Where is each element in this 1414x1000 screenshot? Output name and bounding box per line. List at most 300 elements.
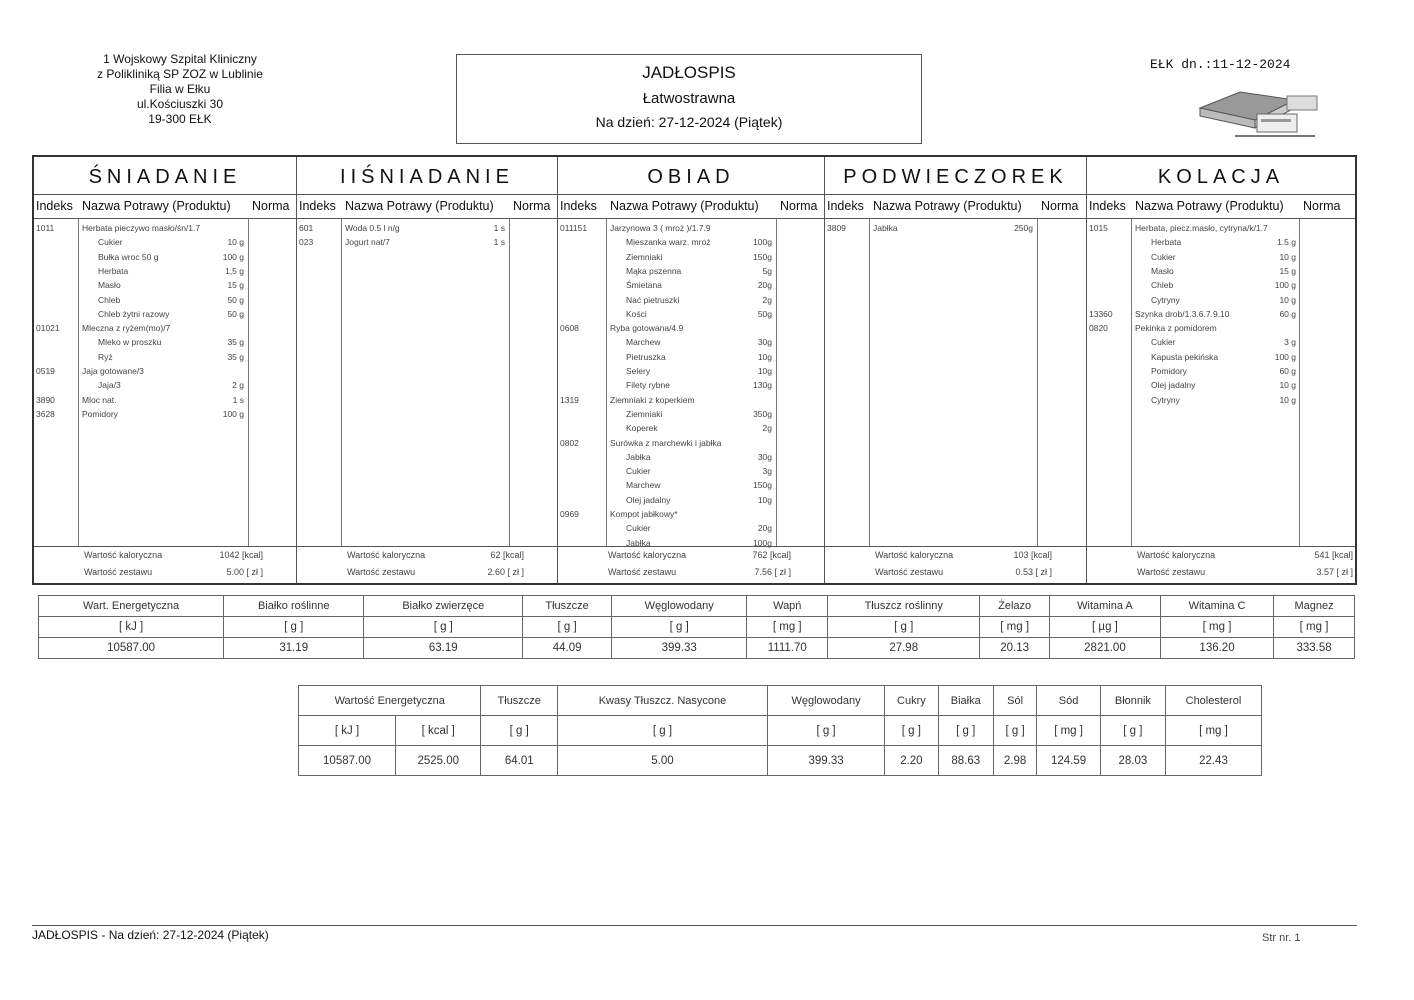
menu-item-row — [558, 223, 824, 237]
nutrient-value: 44.09 — [523, 638, 612, 659]
nutrient-value: 63.19 — [364, 638, 523, 659]
item-index: 0820 — [1089, 323, 1108, 334]
menu-item-row — [297, 223, 557, 237]
item-name: Jaja gotowane/3 — [82, 366, 144, 376]
item-norm: 1,5 g — [225, 265, 244, 276]
item-norm: 60 g — [1279, 366, 1296, 376]
item-norm: 10g — [757, 351, 772, 362]
page-title: JADŁOSPIS — [642, 63, 736, 82]
menu-item-row — [558, 337, 824, 351]
cost-label: Wartość zestawu — [608, 567, 677, 577]
header-norm: Norma — [1041, 199, 1079, 213]
cost-label: Wartość zestawu — [875, 567, 944, 577]
menu-item-row — [34, 309, 296, 323]
item-norm: 30g — [757, 337, 772, 348]
item-name: Olej jadalny — [626, 494, 671, 505]
calorie-label: Wartość kaloryczna — [1137, 550, 1216, 560]
menu-table — [32, 155, 1357, 585]
nutrient-unit: [ g ] — [828, 617, 980, 638]
hospital-address — [60, 52, 300, 127]
nutrient-value: 5.00 — [558, 746, 768, 776]
menu-item-row — [1087, 223, 1355, 237]
item-norm: 150g — [753, 251, 772, 262]
header-norm: Norma — [1303, 199, 1341, 213]
item-norm: 10 g — [227, 237, 244, 248]
item-name: Kompot jabłkowy* — [610, 509, 678, 519]
item-norm: 35 g — [227, 351, 244, 362]
menu-item-row — [558, 366, 824, 380]
header-name: Nazwa Potrawy (Produktu) — [345, 199, 494, 213]
item-name: Masło — [1151, 265, 1174, 276]
header-index: Indeks — [827, 199, 864, 213]
nutrient-value: 88.63 — [938, 746, 993, 776]
item-norm: 5g — [762, 265, 772, 276]
item-index: 011151 — [560, 223, 588, 233]
meal-heading: OBIAD — [558, 157, 824, 195]
item-name: Ziemniaki — [626, 251, 663, 262]
item-index: 0608 — [560, 323, 579, 334]
menu-item-row — [1087, 352, 1355, 366]
nutrient-header: Błonnik — [1100, 686, 1165, 716]
column-header-row — [1087, 195, 1355, 219]
item-norm: 1 s — [232, 394, 244, 405]
item-name: Jabłka — [873, 223, 898, 233]
item-norm: 50 g — [227, 294, 244, 305]
nutrient-unit: [ g ] — [767, 716, 884, 746]
header-name: Nazwa Potrawy (Produktu) — [873, 199, 1022, 213]
item-name: Herbata, piecz.masło, cytryna/k/1.7 — [1135, 223, 1268, 233]
footer-title: JADŁOSPIS - Na dzień: 27-12-2024 (Piątek) — [32, 928, 269, 942]
nutrient-value: 399.33 — [767, 746, 884, 776]
item-norm: 10 g — [1279, 294, 1296, 305]
item-name: Jabłka — [626, 451, 651, 462]
item-norm: 20g — [757, 280, 772, 291]
nutrient-value: 27.98 — [828, 638, 980, 659]
meal-summary — [558, 546, 824, 583]
column-divider — [341, 218, 342, 547]
item-name: Kapusta pekińska — [1151, 351, 1219, 362]
title-box — [456, 54, 922, 144]
nutrient-unit: [ mg ] — [1037, 716, 1101, 746]
meal-summary — [34, 546, 296, 583]
menu-item-row — [34, 280, 296, 294]
item-name: Woda 0.5 l n/g — [345, 223, 400, 233]
item-norm: 1 s — [493, 223, 505, 233]
menu-item-row — [34, 266, 296, 280]
nutrient-header: Białko zwierzęce — [364, 596, 523, 617]
item-name: Chleb — [1151, 280, 1174, 291]
item-norm: 60 g — [1279, 308, 1296, 319]
item-norm: 100 g — [222, 251, 244, 262]
header-index: Indeks — [560, 199, 597, 213]
item-name: Bułka wroc 50 g — [98, 251, 159, 262]
menu-item-row — [34, 395, 296, 409]
item-norm: 1.5 g — [1277, 237, 1296, 248]
nutrient-header: Tłuszcz roślinny — [828, 596, 980, 617]
item-index: 3809 — [827, 223, 846, 233]
header-index: Indeks — [299, 199, 336, 213]
item-name: Surówka z marchewki i jabłka — [610, 437, 722, 448]
cost-value: 2.60 [ zł ] — [487, 567, 524, 577]
nutrient-unit: [ g ] — [993, 716, 1036, 746]
menu-item-row — [1087, 266, 1355, 280]
column-header-row — [825, 195, 1086, 219]
nutrient-value: 20.13 — [980, 638, 1050, 659]
menu-item-row — [297, 237, 557, 251]
header-index: Indeks — [1089, 199, 1126, 213]
item-norm: 20g — [757, 523, 772, 534]
menu-item-row — [558, 266, 824, 280]
nutrient-header: Kwasy Tłuszcz. Nasycone — [558, 686, 768, 716]
item-index: 601 — [299, 223, 314, 233]
menu-item-row — [34, 295, 296, 309]
nutrient-unit: [ g ] — [885, 716, 938, 746]
menu-item-row — [558, 237, 824, 251]
menu-item-row — [558, 480, 824, 494]
item-name: Cytryny — [1151, 294, 1180, 305]
header-norm: Norma — [252, 199, 290, 213]
nutrient-value: 2525.00 — [396, 746, 481, 776]
meal-column — [558, 157, 825, 583]
item-norm: 100 g — [1274, 280, 1296, 291]
meal-summary — [1087, 546, 1355, 583]
menu-item-row — [1087, 380, 1355, 394]
menu-item-row — [558, 280, 824, 294]
menu-item-row — [1087, 295, 1355, 309]
item-norm: 100g — [753, 237, 772, 248]
menu-item-row — [34, 237, 296, 251]
item-name: Śmietana — [626, 280, 662, 291]
nutrient-value: 64.01 — [481, 746, 558, 776]
header-index: Indeks — [36, 199, 73, 213]
header-name: Nazwa Potrawy (Produktu) — [610, 199, 759, 213]
header-norm: Norma — [780, 199, 818, 213]
nutrient-unit: [ mg ] — [747, 617, 828, 638]
item-name: Cukier — [626, 523, 651, 534]
menu-item-row — [1087, 395, 1355, 409]
nutrient-header: Węglowodany — [767, 686, 884, 716]
calorie-value: 62 [kcal] — [490, 550, 524, 560]
item-norm: 100g — [753, 537, 772, 548]
nutrient-value: 136.20 — [1160, 638, 1273, 659]
nutrient-header: Cholesterol — [1165, 686, 1261, 716]
menu-item-row — [34, 352, 296, 366]
item-index: 0519 — [36, 366, 55, 376]
menu-item-row — [34, 409, 296, 423]
item-index: 023 — [299, 237, 314, 248]
calorie-value: 1042 [kcal] — [219, 550, 263, 560]
cost-value: 0.53 [ zł ] — [1015, 567, 1052, 577]
item-norm: 100 g — [222, 408, 244, 419]
header-name: Nazwa Potrawy (Produktu) — [82, 199, 231, 213]
nutrient-header: Tłuszcze — [481, 686, 558, 716]
meal-heading: PODWIECZOREK — [825, 157, 1086, 195]
menu-item-row — [1087, 237, 1355, 251]
item-name: Herbata — [1151, 237, 1182, 248]
cost-value: 5.00 [ zł ] — [226, 567, 263, 577]
nutrient-unit: [ mg ] — [1274, 617, 1355, 638]
meal-heading: IIŚNIADANIE — [297, 157, 557, 195]
item-name: Mleczna z ryżem(mo)/7 — [82, 323, 171, 334]
nutrient-header: Magnez — [1274, 596, 1355, 617]
nutrient-value: 1111.70 — [747, 638, 828, 659]
nutrient-header: Sód — [1037, 686, 1101, 716]
menu-item-row — [558, 352, 824, 366]
item-name: Jabłka — [626, 537, 651, 548]
item-name: Jogurt nat/7 — [345, 237, 390, 248]
item-name: Jarzynowa 3 ( mroż )/1.7.9 — [610, 223, 711, 233]
nutrient-header: Wartość Energetyczna — [299, 686, 481, 716]
column-divider — [509, 218, 510, 547]
cost-label: Wartość zestawu — [1137, 567, 1206, 577]
item-name: Koperek — [626, 423, 658, 434]
menu-item-row — [34, 223, 296, 237]
item-name: Jaja/3 — [98, 380, 121, 391]
nutrient-header: Tłuszcze — [523, 596, 612, 617]
menu-item-row — [558, 409, 824, 423]
item-norm: 250g — [1014, 223, 1033, 233]
item-norm: 50 g — [227, 308, 244, 319]
calorie-label: Wartość kaloryczna — [875, 550, 954, 560]
meal-heading: ŚNIADANIE — [34, 157, 296, 195]
menu-item-row — [34, 323, 296, 337]
column-divider — [1037, 218, 1038, 547]
item-norm: 10g — [757, 494, 772, 505]
nutrient-unit: [ mg ] — [1160, 617, 1273, 638]
item-name: Nać pietruszki — [626, 294, 680, 305]
cost-label: Wartość zestawu — [84, 567, 153, 577]
calorie-value: 762 [kcal] — [752, 550, 791, 560]
menu-item-row — [558, 466, 824, 480]
item-name: Pekinka z pomidorem — [1135, 323, 1217, 334]
nutrient-unit: [ kJ ] — [299, 716, 396, 746]
item-name: Cytryny — [1151, 394, 1180, 405]
item-name: Pomidory — [1151, 366, 1187, 376]
item-norm: 15 g — [1279, 265, 1296, 276]
calorie-label: Wartość kaloryczna — [608, 550, 687, 560]
nutrition-table-2 — [298, 685, 1262, 776]
diet-name: Łatwostrawna — [642, 90, 736, 107]
nutrient-unit: [ mg ] — [1165, 716, 1261, 746]
meal-column — [1087, 157, 1355, 583]
item-name: Selery — [626, 366, 651, 376]
nutrient-unit: [ µg ] — [1049, 617, 1160, 638]
item-norm: 10 g — [1279, 394, 1296, 405]
menu-item-row — [34, 337, 296, 351]
nutrition-table-1 — [38, 595, 1355, 659]
menu-item-row — [558, 252, 824, 266]
calorie-label: Wartość kaloryczna — [347, 550, 426, 560]
column-divider — [869, 218, 870, 547]
meal-heading: KOLACJA — [1087, 157, 1355, 195]
menu-item-row — [34, 366, 296, 380]
menu-item-row — [558, 395, 824, 409]
cost-value: 7.56 [ zł ] — [754, 567, 791, 577]
meal-summary — [825, 546, 1086, 583]
nutrient-unit: [ kcal ] — [396, 716, 481, 746]
item-name: Cukier — [626, 466, 651, 477]
item-norm: 100 g — [1274, 351, 1296, 362]
nutrient-header: Cukry — [885, 686, 938, 716]
nutrient-header: Białko roślinne — [224, 596, 364, 617]
nutrient-unit: [ mg ] — [980, 617, 1050, 638]
column-header-row — [558, 195, 824, 219]
menu-item-row — [558, 495, 824, 509]
nutrient-header: Białka — [938, 686, 993, 716]
footer-divider — [32, 925, 1357, 926]
item-name: Ziemniaki — [626, 408, 663, 419]
column-header-row — [297, 195, 557, 219]
calorie-label: Wartość kaloryczna — [84, 550, 163, 560]
menu-item-row — [825, 223, 1086, 237]
menu-item-row — [558, 423, 824, 437]
item-norm: 3 g — [1284, 337, 1296, 348]
item-norm: 130g — [753, 380, 772, 391]
nutrient-unit: [ g ] — [364, 617, 523, 638]
menu-item-row — [558, 452, 824, 466]
item-name: Ryż — [98, 351, 113, 362]
item-norm: 350g — [753, 408, 772, 419]
item-norm: 1 s — [493, 237, 505, 248]
item-norm: 3g — [762, 466, 772, 477]
item-norm: 50g — [757, 308, 772, 319]
item-index: 1015 — [1089, 223, 1108, 233]
nutrient-header: Wapń — [747, 596, 828, 617]
menu-item-row — [558, 295, 824, 309]
item-name: Cukier — [98, 237, 123, 248]
nutrient-value: 2821.00 — [1049, 638, 1160, 659]
item-norm: 2g — [762, 294, 772, 305]
item-name: Herbata — [98, 265, 129, 276]
item-norm: 2g — [762, 423, 772, 434]
item-name: Pietruszka — [626, 351, 666, 362]
nutrient-unit: [ g ] — [558, 716, 768, 746]
menu-item-row — [558, 438, 824, 452]
hospital-line: 1 Wojskowy Szpital Kliniczny — [103, 52, 257, 66]
nutrient-unit: [ g ] — [481, 716, 558, 746]
item-norm: 10g — [757, 366, 772, 376]
nutrient-value: 333.58 — [1274, 638, 1355, 659]
menu-date: Na dzień: 27-12-2024 (Piątek) — [595, 114, 783, 130]
item-name: Cukier — [1151, 337, 1176, 348]
menu-item-row — [1087, 309, 1355, 323]
cost-label: Wartość zestawu — [347, 567, 416, 577]
item-index: 01021 — [36, 323, 60, 334]
item-index: 1319 — [560, 394, 579, 405]
nutrient-value: 10587.00 — [39, 638, 224, 659]
item-index: 13360 — [1089, 308, 1113, 319]
item-name: Pomidory — [82, 408, 118, 419]
nutrient-unit: [ g ] — [938, 716, 993, 746]
item-name: Herbata pieczywo masło/śn/1.7 — [82, 223, 201, 233]
item-name: Mieszanka warz. mroż — [626, 237, 711, 248]
menu-item-row — [1087, 337, 1355, 351]
print-date: EŁK dn.:11-12-2024 — [1150, 57, 1291, 72]
cost-value: 3.57 [ zł ] — [1316, 567, 1353, 577]
calorie-value: 541 [kcal] — [1314, 550, 1353, 560]
item-name: Chleb — [98, 294, 121, 305]
header-norm: Norma — [513, 199, 551, 213]
hospital-line: 19-300 EŁK — [148, 112, 212, 126]
menu-item-row — [34, 252, 296, 266]
item-norm: 35 g — [227, 337, 244, 348]
header-name: Nazwa Potrawy (Produktu) — [1135, 199, 1284, 213]
item-index: 3890 — [36, 394, 55, 405]
item-name: Marchew — [626, 337, 661, 348]
item-norm: 30g — [757, 451, 772, 462]
hospital-line: Filia w Ełku — [149, 82, 211, 96]
meal-column — [297, 157, 558, 583]
item-norm: 10 g — [1279, 380, 1296, 391]
item-name: Kości — [626, 308, 647, 319]
item-name: Szynka drob/1.3.6.7.9.10 — [1135, 308, 1230, 319]
nutrient-header: Węglowodany — [611, 596, 747, 617]
item-index: 1011 — [36, 223, 55, 233]
item-name: Filety rybne — [626, 380, 670, 391]
item-index: 0969 — [560, 509, 579, 519]
item-name: Marchew — [626, 480, 661, 491]
nutrient-unit: [ g ] — [611, 617, 747, 638]
item-name: Cukier — [1151, 251, 1176, 262]
item-name: Ryba gotowana/4.9 — [610, 323, 684, 334]
item-norm: 2 g — [232, 380, 244, 391]
nutrient-header: Wart. Energetyczna — [39, 596, 224, 617]
nutrient-header: Żelazo — [980, 596, 1050, 617]
nutrient-value: 31.19 — [224, 638, 364, 659]
nutrient-unit: [ kJ ] — [39, 617, 224, 638]
stamp-image — [1195, 86, 1325, 141]
item-index: 0802 — [560, 437, 579, 448]
menu-item-row — [558, 509, 824, 523]
menu-item-row — [558, 309, 824, 323]
menu-item-row — [558, 323, 824, 337]
nutrient-value: 399.33 — [611, 638, 747, 659]
hospital-line: z Polikliniką SP ZOZ w Lublinie — [97, 67, 263, 81]
nutrient-header: Witamina C — [1160, 596, 1273, 617]
nutrient-value: 2.98 — [993, 746, 1036, 776]
nutrient-header: Witamina A — [1049, 596, 1160, 617]
item-name: Masło — [98, 280, 121, 291]
meal-column — [825, 157, 1087, 583]
menu-item-row — [34, 380, 296, 394]
nutrient-unit: [ g ] — [1100, 716, 1165, 746]
nutrient-header: Sól — [993, 686, 1036, 716]
item-name: Mąka pszenna — [626, 265, 682, 276]
column-header-row — [34, 195, 296, 219]
calorie-value: 103 [kcal] — [1013, 550, 1052, 560]
nutrient-value: 10587.00 — [299, 746, 396, 776]
menu-item-row — [1087, 252, 1355, 266]
item-index: 3628 — [36, 408, 55, 419]
nutrient-unit: [ g ] — [523, 617, 612, 638]
menu-item-row — [558, 523, 824, 537]
item-name: Chleb żytni razowy — [98, 308, 170, 319]
nutrient-unit: [ g ] — [224, 617, 364, 638]
item-name: Mleko w proszku — [98, 337, 162, 348]
meal-column — [34, 157, 297, 583]
item-name: Mloc nat. — [82, 394, 117, 405]
nutrient-value: 22.43 — [1165, 746, 1261, 776]
item-name: Olej jadalny — [1151, 380, 1196, 391]
nutrient-value: 28.03 — [1100, 746, 1165, 776]
item-norm: 15 g — [227, 280, 244, 291]
page-number: Str nr. 1 — [1262, 932, 1301, 944]
menu-item-row — [1087, 280, 1355, 294]
menu-item-row — [1087, 366, 1355, 380]
item-norm: 150g — [753, 480, 772, 491]
item-name: Ziemniaki z koperkiem — [610, 394, 695, 405]
menu-item-row — [1087, 323, 1355, 337]
